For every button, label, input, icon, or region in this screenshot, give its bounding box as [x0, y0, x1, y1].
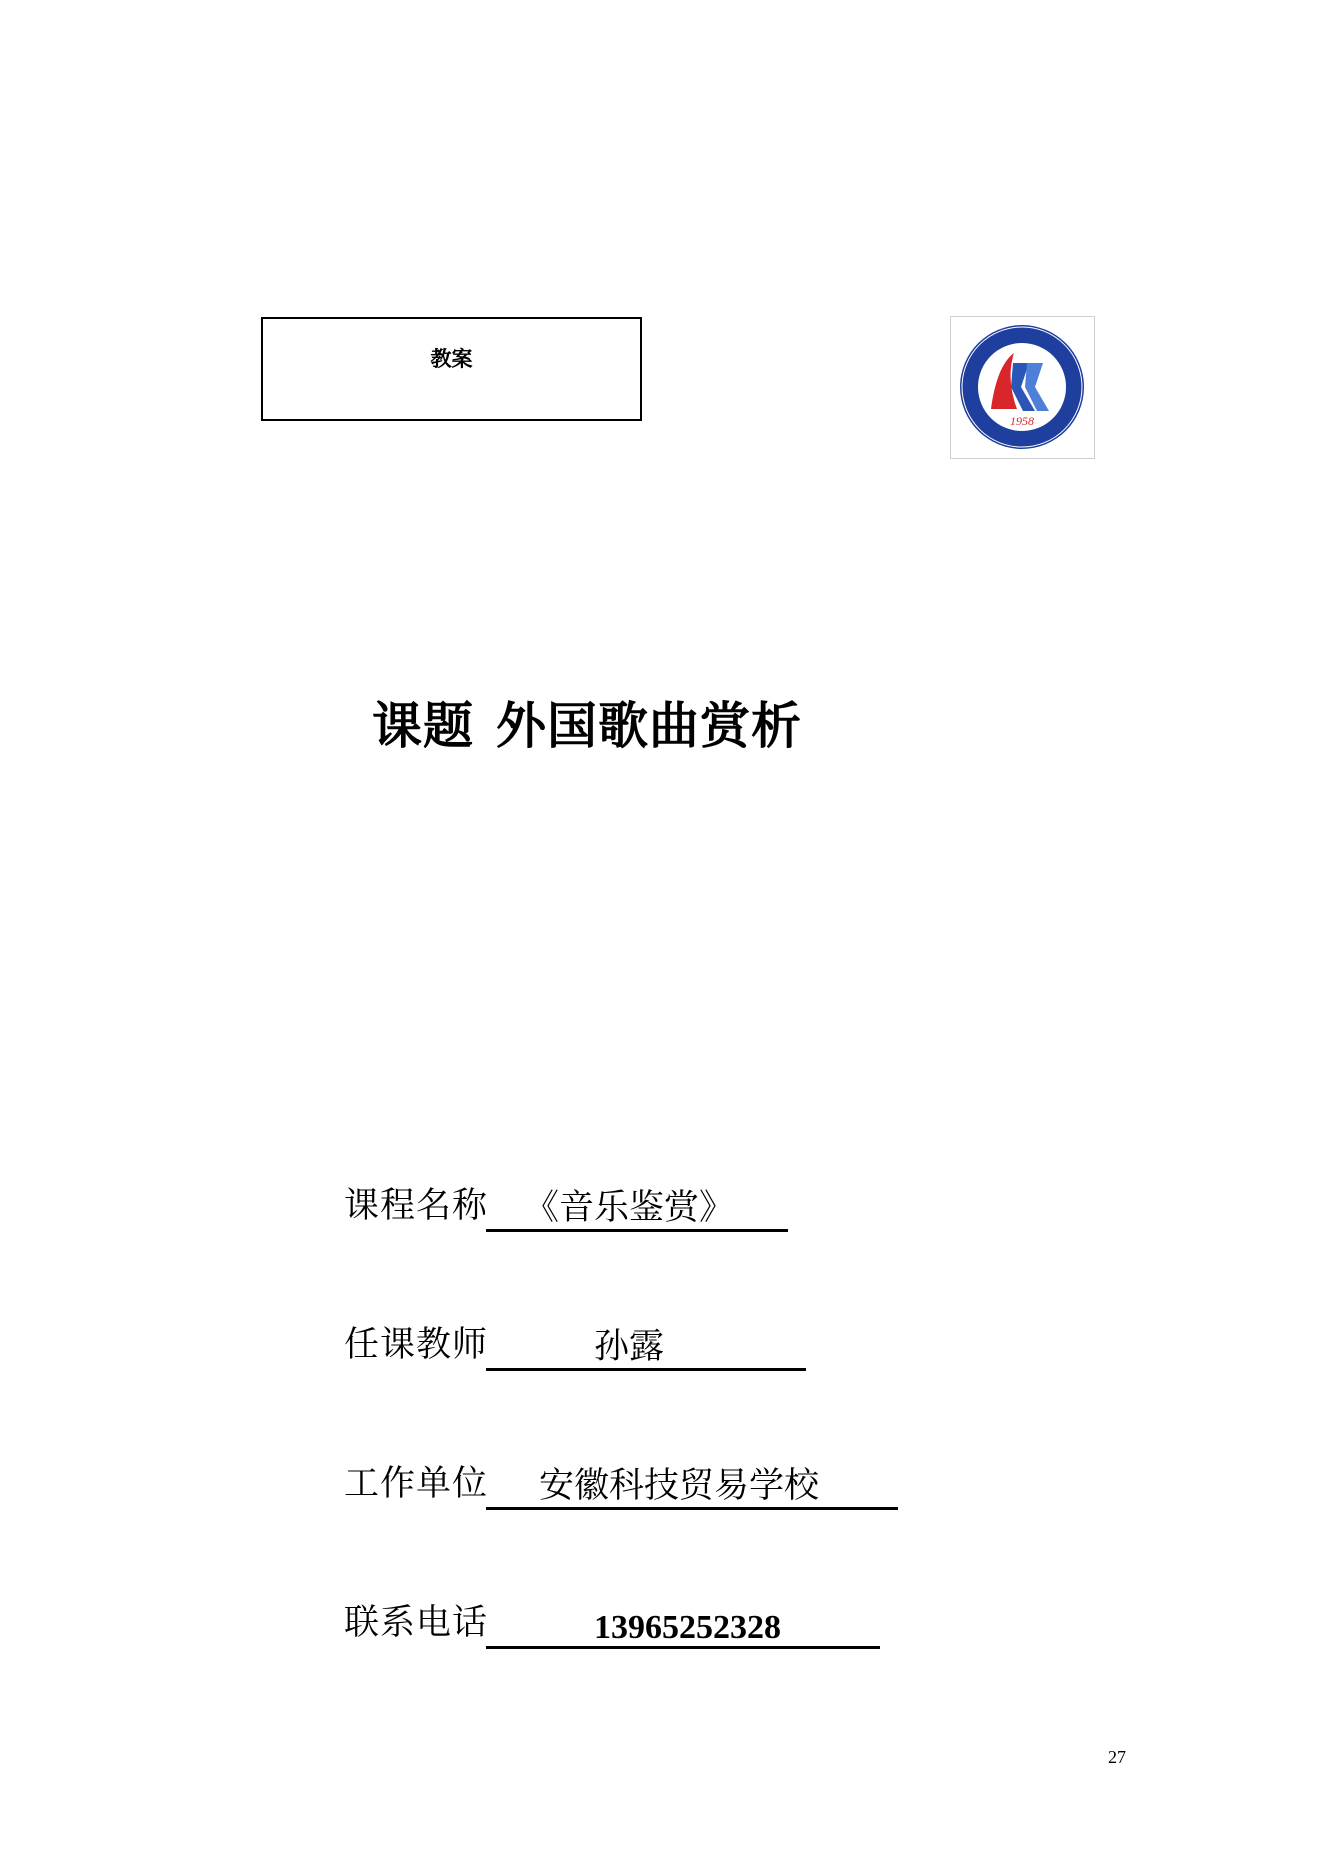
- phone-value: 13965252328: [594, 1609, 781, 1646]
- logo-year: 1958: [1010, 414, 1034, 428]
- page-number: 27: [1108, 1747, 1126, 1767]
- workplace-label: 工作单位: [344, 1464, 489, 1504]
- course-name-value: 《音乐鉴赏》: [524, 1188, 735, 1228]
- school-logo: [950, 316, 1095, 459]
- course-name-label: 课程名称: [344, 1186, 489, 1226]
- lesson-plan-box: [261, 317, 642, 421]
- phone-label: 联系电话: [344, 1603, 489, 1643]
- school-logo-emblem: [951, 317, 1094, 458]
- lesson-plan-label: 教案: [430, 347, 473, 371]
- title-topic: 外国歌曲赏析: [496, 697, 802, 755]
- workplace-value: 安徽科技贸易学校: [539, 1466, 820, 1506]
- teacher-label: 任课教师: [344, 1325, 489, 1365]
- title-prefix: 课题: [372, 697, 474, 755]
- page-title: [372, 686, 802, 758]
- teacher-value: 孙露: [594, 1327, 665, 1367]
